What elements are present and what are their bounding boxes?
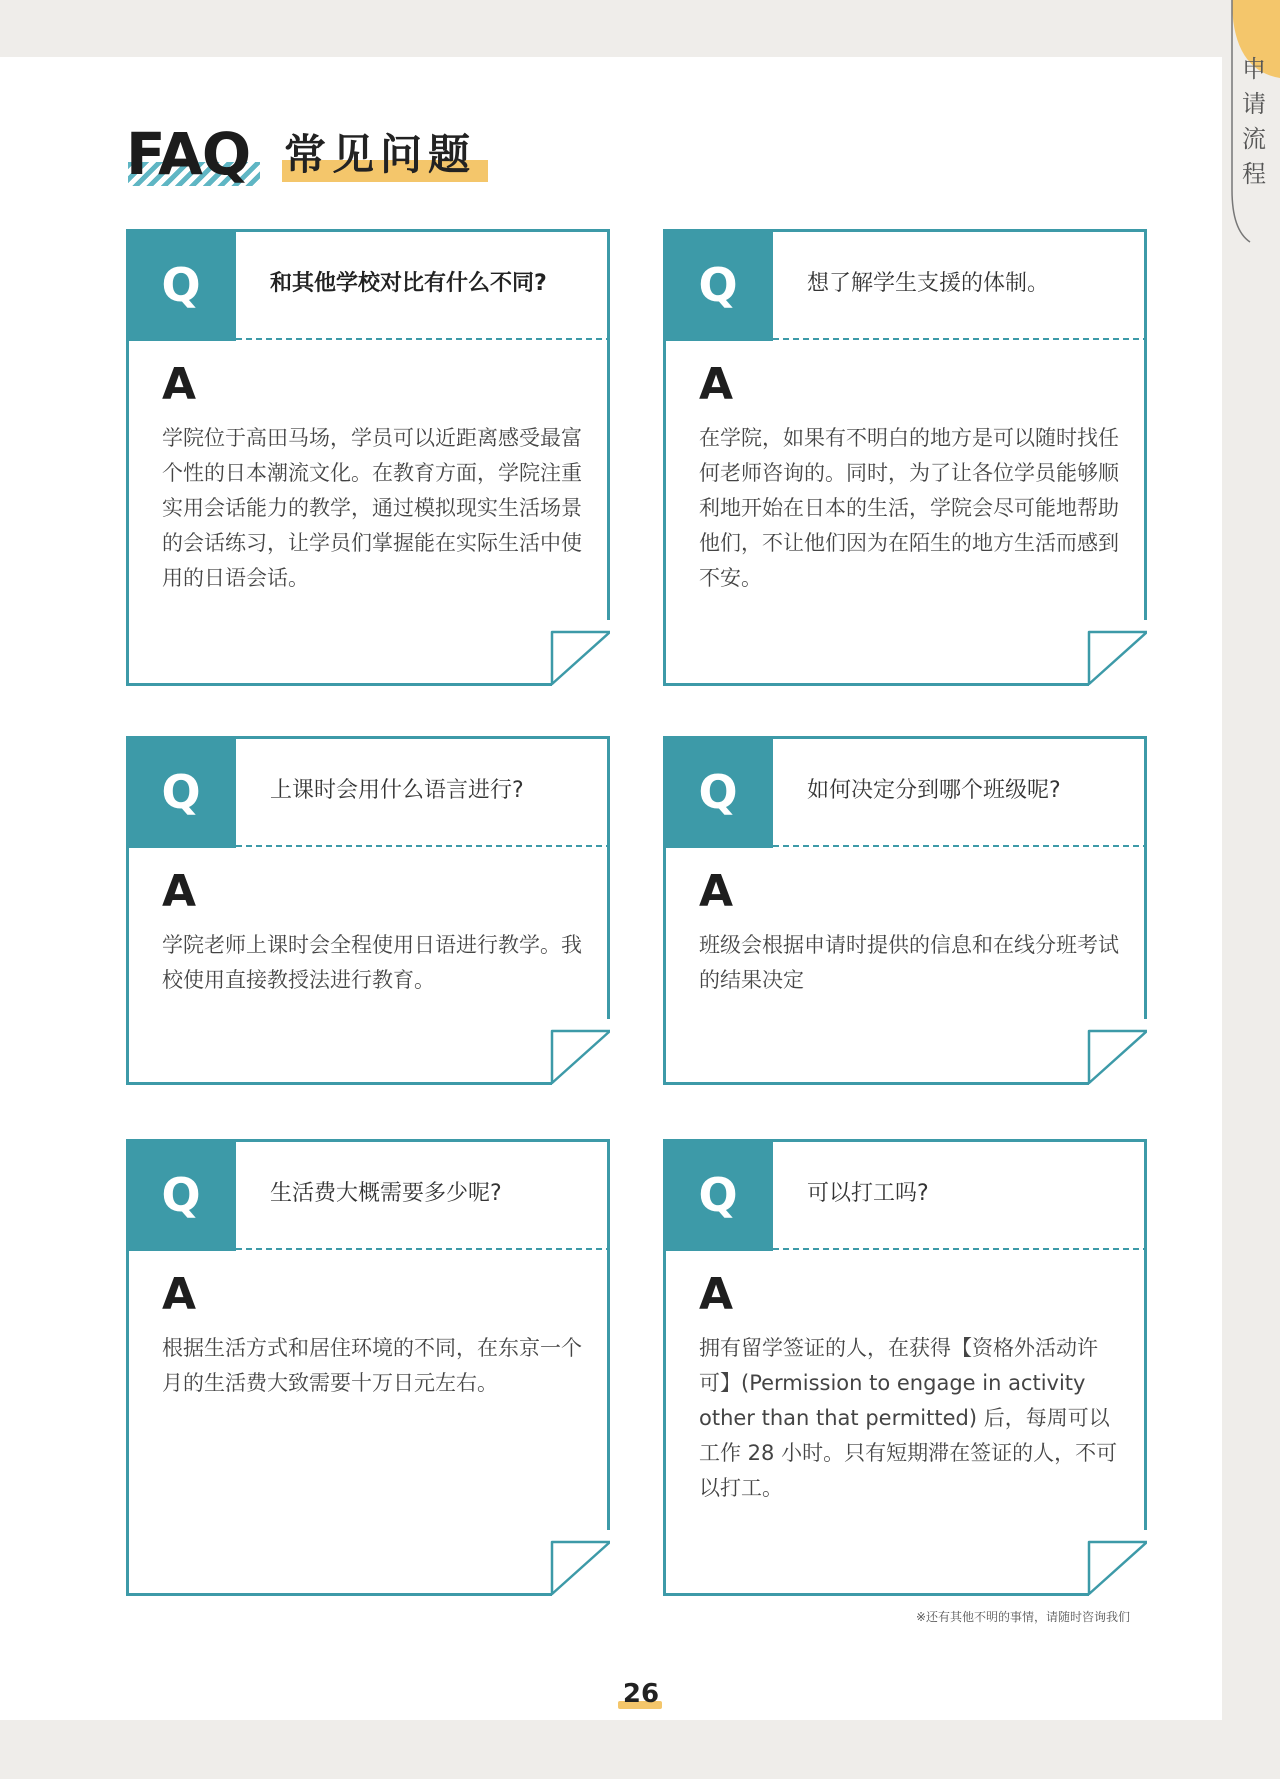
answer-mark: A — [699, 866, 734, 917]
answer-mark: A — [699, 1269, 734, 1320]
answer-text: 学院老师上课时会全程使用日语进行教学。我校使用直接教授法进行教育。 — [162, 933, 582, 992]
answer-text: 根据生活方式和居住环境的不同，在东京一个月的生活费大致需要十万日元左右。 — [162, 1336, 582, 1395]
question-text: 上课时会用什么语言进行? — [270, 778, 524, 803]
side-tab-label: 申请流程 — [1242, 55, 1266, 188]
question-text: 如何决定分到哪个班级呢? — [807, 778, 1061, 803]
footer-note: ※还有其他不明的事情，请随时咨询我们 — [916, 1610, 1131, 1624]
faq-card — [126, 229, 610, 686]
answer-mark: A — [699, 359, 734, 410]
answer-mark: A — [162, 359, 197, 410]
faq-card — [126, 736, 610, 1085]
question-badge: Q — [663, 1139, 773, 1251]
answer-mark: A — [162, 866, 197, 917]
heading-cn: 常见问题 — [284, 130, 477, 179]
question-text: 生活费大概需要多少呢? — [270, 1181, 502, 1206]
heading-en: FAQ — [126, 120, 251, 188]
answer-text: 拥有留学签证的人，在获得【资格外活动许可】(Permission to engage in activity other than that permitted) 后，每周可以工作 28 小时。只有短期滞在签证的人，不可以打工。 — [699, 1336, 1118, 1500]
question-badge: Q — [663, 229, 773, 341]
answer-text: 在学院，如果有不明白的地方是可以随时找任何老师咨询的。同时，为了让各位学员能够顺利地开始在日本的生活，学院会尽可能地帮助他们，不让他们因为在陌生的地方生活而感到不安。 — [699, 426, 1119, 590]
faq-card — [663, 229, 1147, 686]
question-text: 和其他学校对比有什么不同? — [270, 271, 547, 296]
question-badge: Q — [126, 229, 236, 341]
question-text: 想了解学生支援的体制。 — [807, 271, 1050, 296]
question-badge: Q — [663, 736, 773, 848]
faq-card — [663, 736, 1147, 1085]
page-number: 26 — [622, 1679, 660, 1709]
faq-card — [126, 1139, 610, 1596]
question-badge: Q — [126, 1139, 236, 1251]
faq-card — [663, 1139, 1147, 1596]
answer-text: 学院位于高田马场，学员可以近距离感受最富个性的日本潮流文化。在教育方面，学院注重实用会话能力的教学，通过模拟现实生活场景的会话练习，让学员们掌握能在实际生活中使用的日语会话。 — [162, 426, 582, 590]
answer-text: 班级会根据申请时提供的信息和在线分班考试的结果决定 — [699, 933, 1119, 992]
side-tab[interactable] — [1218, 0, 1280, 245]
question-badge: Q — [126, 736, 236, 848]
answer-mark: A — [162, 1269, 197, 1320]
question-text: 可以打工吗? — [807, 1181, 929, 1206]
